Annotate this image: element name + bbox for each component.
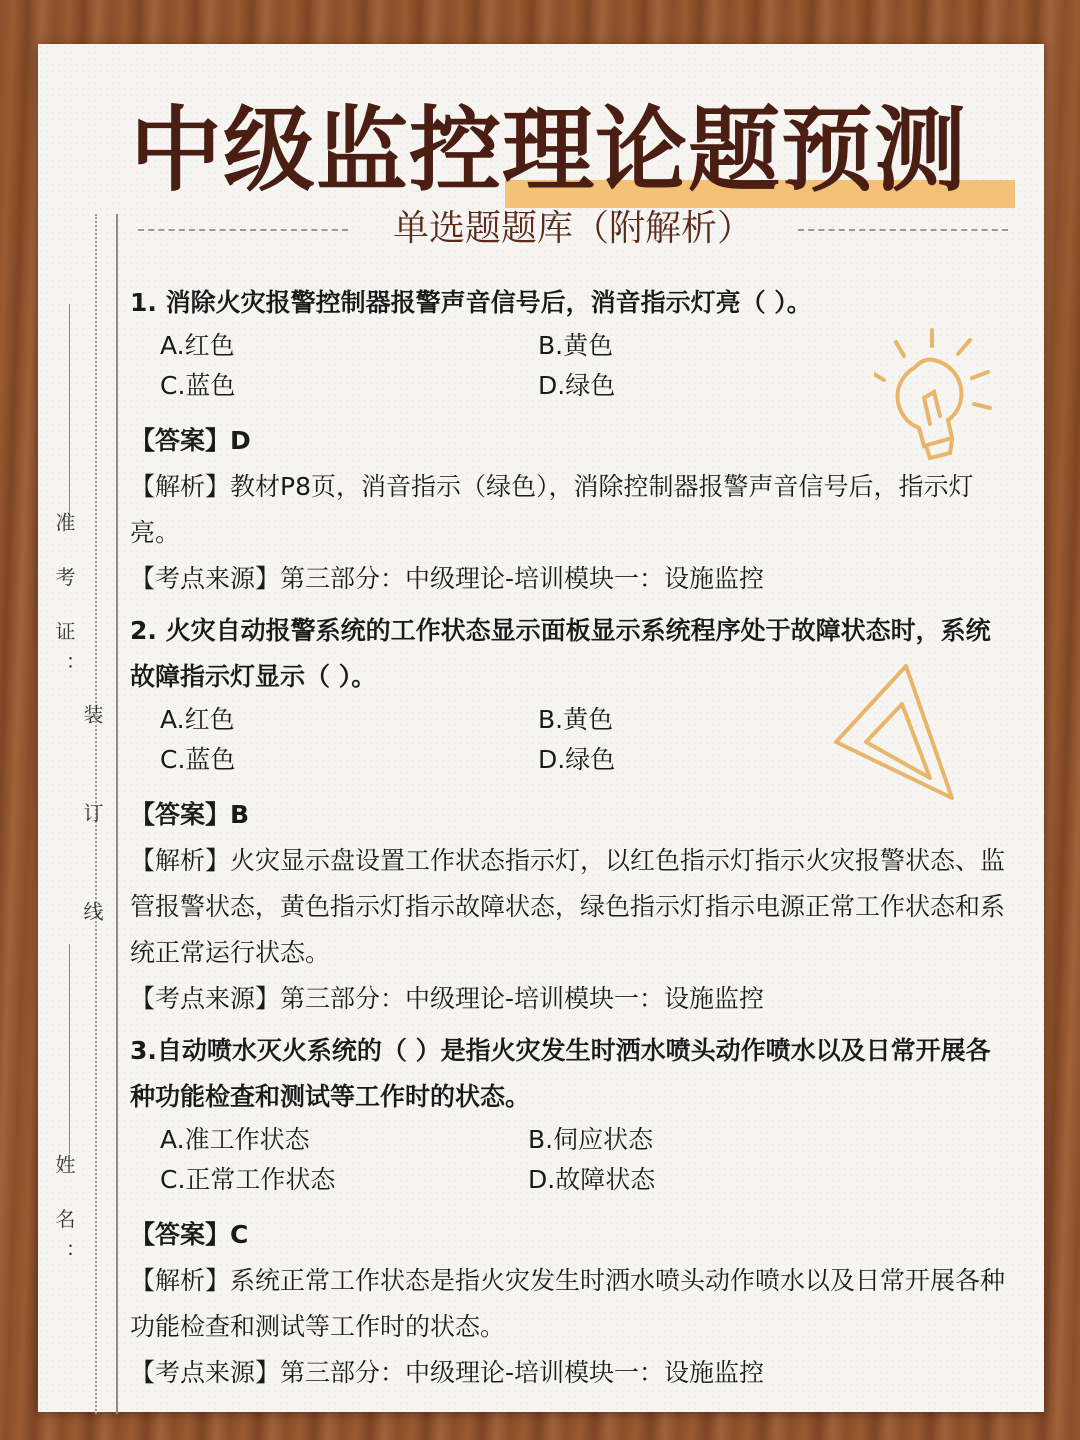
- option-a: A.红色: [160, 331, 235, 360]
- source: 【考点来源】第三部分：中级理论-培训模块一：设施监控: [130, 564, 765, 593]
- exam-number-blank: [69, 304, 70, 514]
- question-stem: 2. 火灾自动报警系统的工作状态显示面板显示系统程序处于故障状态时，系统故障指示灯显示（ ）。: [130, 616, 991, 691]
- analysis: 【解析】系统正常工作状态是指火灾发生时洒水喷头动作喷水以及日常开展各种功能检查和测试等工作时的状态。: [130, 1266, 1006, 1341]
- page-title: 中级监控理论题预测: [130, 97, 968, 204]
- option-list: [130, 1120, 1010, 1200]
- name-blank: [69, 944, 70, 1154]
- question-1: [130, 280, 1010, 602]
- option-b: B.伺应状态: [528, 1125, 654, 1154]
- option-list: [130, 326, 1010, 406]
- option-d: D.绿色: [538, 745, 616, 774]
- option-list: [130, 700, 1010, 780]
- question-2: [130, 608, 1010, 1022]
- answer: 【答案】D: [130, 426, 251, 455]
- analysis: 【解析】教材P8页，消音指示（绿色），消除控制器报警声音信号后，指示灯亮。: [130, 472, 974, 547]
- answer: 【答案】C: [130, 1220, 249, 1249]
- option-d: D.故障状态: [528, 1165, 656, 1194]
- title-block: [130, 96, 1020, 206]
- exam-number-label: 准 考 证：: [52, 512, 76, 689]
- name-label: 姓 名：: [52, 1154, 76, 1277]
- exam-paper: [38, 44, 1044, 1412]
- option-c: C.正常工作状态: [160, 1165, 336, 1194]
- analysis: 【解析】火灾显示盘设置工作状态指示灯，以红色指示灯指示火灾报警状态、监管报警状态，黄色指示灯指示故障状态，绿色指示灯指示电源正常工作状态和系统正常运行状态。: [130, 846, 1006, 967]
- option-b: B.黄色: [538, 331, 614, 360]
- question-stem: 1. 消除火灾报警控制器报警声音信号后，消音指示灯亮（ ）。: [130, 288, 812, 317]
- subtitle: 单选题题库（附解析）: [392, 208, 753, 249]
- option-c: C.蓝色: [160, 745, 236, 774]
- source: 【考点来源】第三部分：中级理论-培训模块一：设施监控: [130, 1358, 765, 1387]
- option-a: A.红色: [160, 705, 235, 734]
- binding-solid-line: [116, 214, 118, 1414]
- option-d: D.绿色: [538, 371, 616, 400]
- subtitle-divider-right: [798, 229, 1008, 231]
- option-c: C.蓝色: [160, 371, 236, 400]
- binding-line-label: 装 订 线: [80, 704, 104, 957]
- subtitle-row: [138, 204, 1008, 254]
- answer: 【答案】B: [130, 800, 250, 829]
- source: 【考点来源】第三部分：中级理论-培训模块一：设施监控: [130, 984, 765, 1013]
- question-list: [130, 280, 1010, 1402]
- question-3: [130, 1028, 1010, 1396]
- question-stem: 3.自动喷水灭火系统的（ ）是指火灾发生时洒水喷头动作喷水以及日常开展各种功能检查和测试等工作时的状态。: [130, 1036, 991, 1111]
- option-b: B.黄色: [538, 705, 614, 734]
- option-a: A.准工作状态: [160, 1125, 310, 1154]
